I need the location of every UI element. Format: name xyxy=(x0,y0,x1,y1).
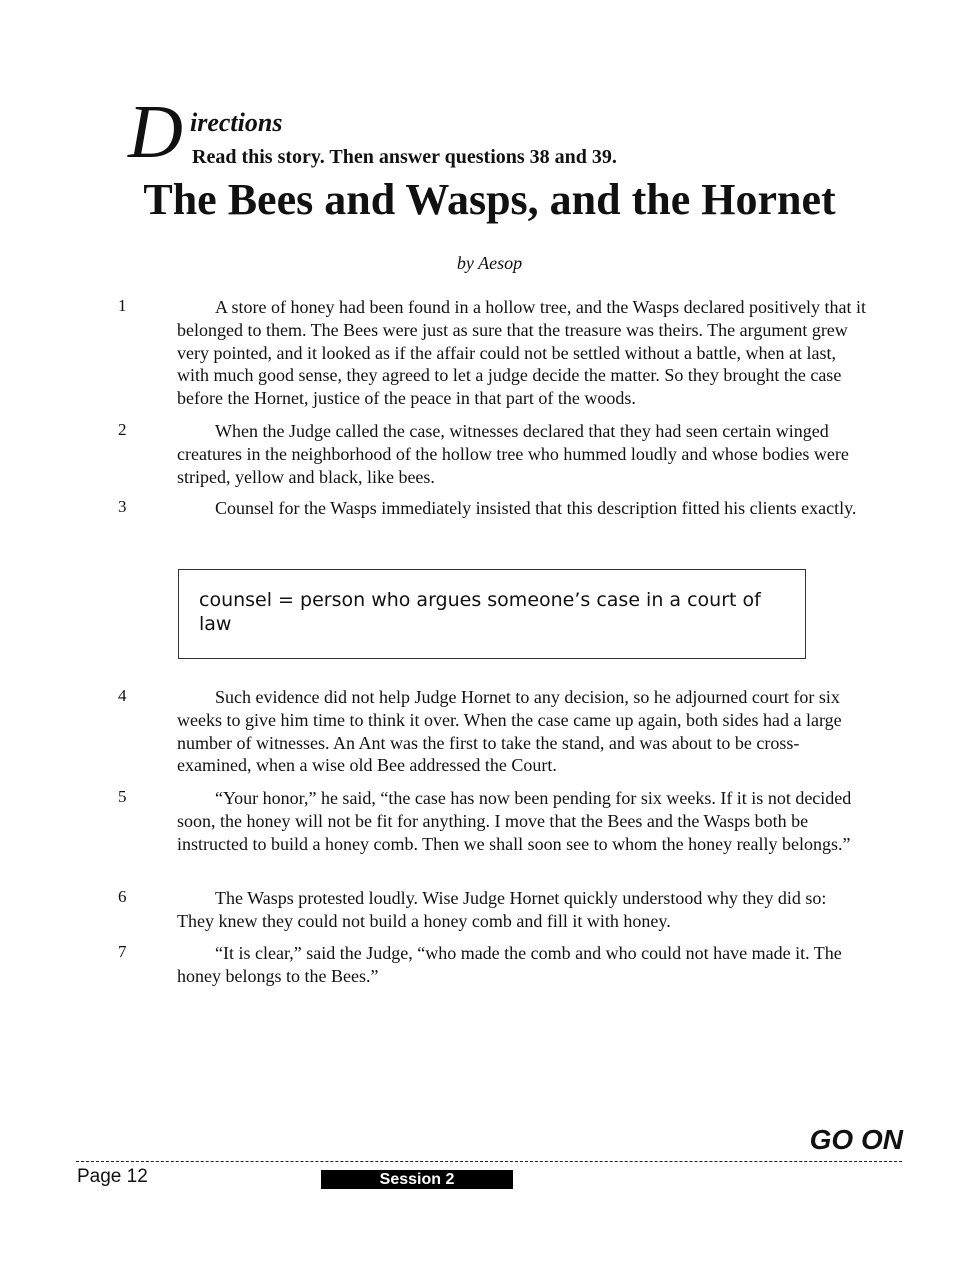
directions-heading: irections xyxy=(190,108,283,137)
paragraph-number: 1 xyxy=(118,296,127,315)
page-number: Page 12 xyxy=(77,1166,148,1187)
paragraph-number: 5 xyxy=(118,787,127,806)
paragraph-number: 2 xyxy=(118,420,127,439)
paragraph-text: A store of honey had been found in a hollow tree, and the Wasps declared positively that it belonged to them. The Bees were just as sure that the treasure was theirs. The argument grew very pointed, and it looked as if the affair could not be settled without a battle, when at last, with much good sense, they agreed to let a judge decide the matter. So they brought the case before the Hornet, justice of the peace in that part of the woods. xyxy=(177,297,867,409)
go-on-label: GO ON xyxy=(809,1124,903,1155)
paragraph-text: Such evidence did not help Judge Hornet to any decision, so he adjourned court for six weeks to give him time to think it over. When the case came up again, both sides had a large number of witnesses. An Ant was the first to take the stand, and was about to be cross-examined, when a wise old Bee addressed the Court. xyxy=(177,687,842,776)
session-badge: Session 2 xyxy=(321,1170,513,1189)
directions-header xyxy=(128,90,828,180)
paragraph-number: 4 xyxy=(118,686,127,705)
directions-drop-cap: D xyxy=(128,90,183,174)
footer-divider xyxy=(76,1161,902,1162)
glossary-box: counsel = person who argues someone’s case in a court of law xyxy=(178,569,806,659)
paragraph-number: 3 xyxy=(118,497,127,516)
paragraph-text: Counsel for the Wasps immediately insisted that this description fitted his clients exactly. xyxy=(215,498,857,518)
story-author: by Aesop xyxy=(456,253,523,273)
story-title: The Bees and Wasps, and the Hornet xyxy=(143,175,836,224)
directions-instruction: Read this story. Then answer questions 38 and 39. xyxy=(192,146,617,168)
paragraph-text: When the Judge called the case, witnesses declared that they had seen certain winged creatures in the neighborhood of the hollow tree who hummed loudly and whose bodies were striped, yellow and black, like bees. xyxy=(177,421,849,487)
paragraph-number: 6 xyxy=(118,887,127,906)
paragraph-text: “Your honor,” he said, “the case has now been pending for six weeks. If it is not decided soon, the honey will not be fit for anything. I move that the Bees and the Wasps both be instructed to build a honey comb. Then we shall soon see to whom the honey really belongs.” xyxy=(177,788,852,854)
paragraph-text: “It is clear,” said the Judge, “who made the comb and who could not have made it. The honey belongs to the Bees.” xyxy=(177,943,842,986)
paragraph-text: The Wasps protested loudly. Wise Judge Hornet quickly understood why they did so: They knew they could not build a honey comb and fill it with honey. xyxy=(177,888,827,931)
paragraph-number: 7 xyxy=(118,942,127,961)
